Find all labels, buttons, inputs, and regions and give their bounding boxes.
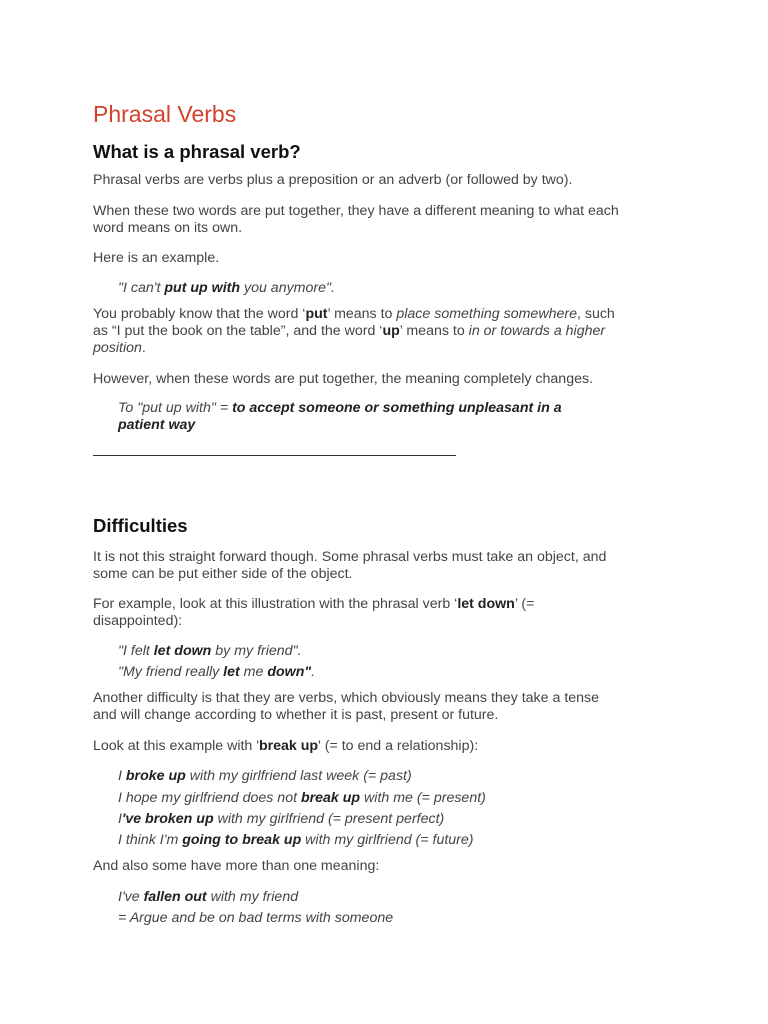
paragraph-example-intro: Here is an example.: [93, 250, 220, 266]
example-let-down-1: "I felt let down by my friend".: [118, 643, 302, 659]
example-break-up-past: I broke up with my girlfriend last week (= past): [118, 768, 412, 784]
example-put-up-with: "I can't put up with you anymore".: [118, 280, 335, 296]
paragraph-tense-line-1: Another difficulty is that they are verbs, which obviously means they take a tense: [93, 690, 600, 706]
paragraph-definition: Phrasal verbs are verbs plus a preposition or an adverb (or followed by two).: [93, 172, 573, 188]
page-title: Phrasal Verbs: [93, 101, 237, 127]
paragraph-meaning-line-2: word means on its own.: [93, 220, 243, 236]
definition-put-up-with-line-1: To "put up with" = to accept someone or something unpleasant in a: [118, 400, 562, 416]
example-fallen-out-meaning: = Argue and be on bad terms with someone: [118, 910, 394, 926]
horizontal-divider: [93, 455, 456, 456]
paragraph-multiple-meanings: And also some have more than one meaning:: [93, 858, 380, 874]
example-break-up-future: I think I'm going to break up with my girlfriend (= future): [118, 832, 474, 848]
example-break-up-present: I hope my girlfriend does not break up with me (= present): [118, 790, 486, 806]
paragraph-object-line-2: some can be put either side of the object.: [93, 566, 353, 582]
paragraph-put-line-2: as “I put the book on the table”, and the word ‘up’ means to in or towards a higher: [93, 323, 606, 339]
example-let-down-2: "My friend really let me down".: [118, 664, 316, 680]
example-break-up-present-perfect: I've broken up with my girlfriend (= present perfect): [118, 811, 445, 827]
paragraph-break-up-intro: Look at this example with 'break up' (= to end a relationship):: [93, 738, 479, 754]
paragraph-let-down-line-1: For example, look at this illustration with the phrasal verb ‘let down’ (=: [93, 596, 535, 612]
section-heading-what-is: What is a phrasal verb?: [93, 141, 301, 162]
example-fallen-out: I've fallen out with my friend: [118, 889, 299, 905]
paragraph-tense-line-2: and will change according to whether it is past, present or future.: [93, 707, 499, 723]
paragraph-put-line-3: position.: [93, 340, 146, 356]
paragraph-meaning-line-1: When these two words are put together, they have a different meaning to what each: [93, 203, 619, 219]
paragraph-put-line-1: You probably know that the word ‘put’ means to place something somewhere, such: [93, 306, 615, 322]
paragraph-meaning-changes: However, when these words are put together, the meaning completely changes.: [93, 371, 594, 387]
paragraph-let-down-line-2: disappointed):: [93, 613, 183, 629]
section-heading-difficulties: Difficulties: [93, 515, 188, 536]
definition-put-up-with-line-2: patient way: [118, 417, 196, 433]
paragraph-object-line-1: It is not this straight forward though. Some phrasal verbs must take an object, and: [93, 549, 607, 565]
